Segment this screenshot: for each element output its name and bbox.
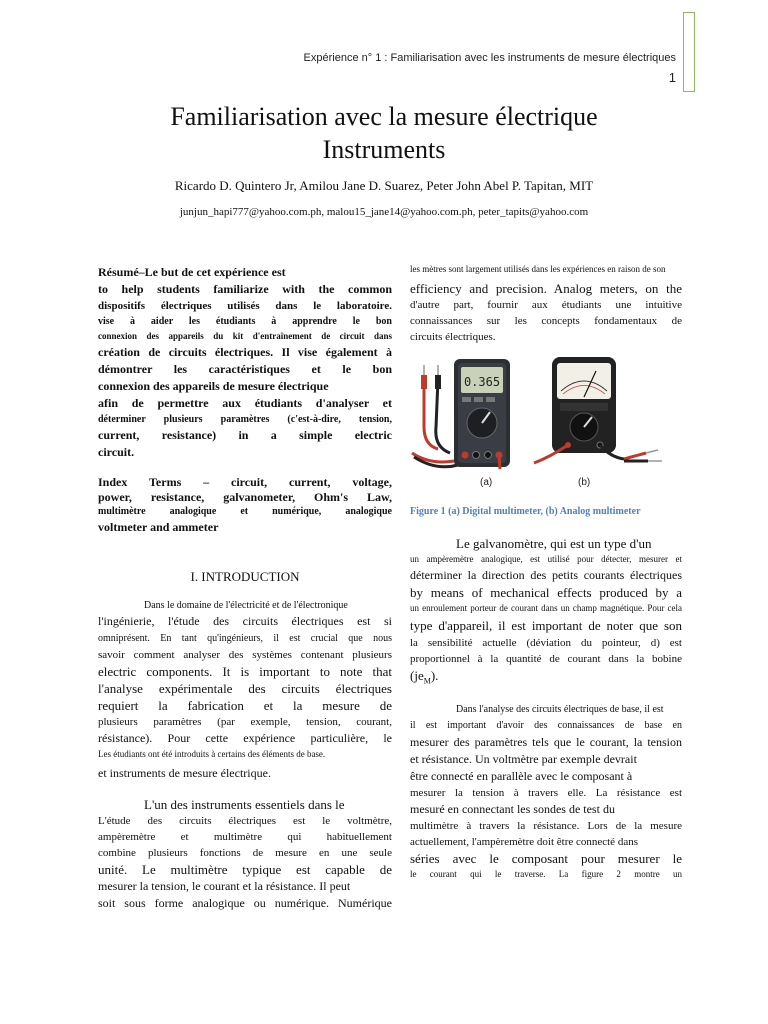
- paragraph-digital-meters: [410, 262, 682, 345]
- paragraph-line: by means of mechanical effects produced by a: [410, 585, 682, 600]
- abstract-line: to help students familiarize with the common: [98, 282, 392, 296]
- figure-label-a: (a): [480, 477, 493, 488]
- paragraph-line: la sensibilité actuelle (déviation du pointeur, d) est: [410, 637, 682, 649]
- analog-multimeter-icon: [552, 357, 616, 453]
- paragraph-line: electric components. It is important to note that: [98, 664, 392, 679]
- digital-probes: [412, 365, 458, 467]
- paragraph-line: mesuré en connectant les sondes de test du: [410, 801, 615, 816]
- title-line-2: Instruments: [322, 135, 446, 164]
- digital-display-reading: 0.365: [463, 375, 501, 389]
- header-accent-bar: [683, 12, 695, 92]
- abstract-line: création de circuits électriques. Il vise également à: [98, 345, 392, 359]
- index-terms: [98, 475, 392, 536]
- paragraph-line: unité. Le multimètre typique est capable de: [98, 862, 392, 877]
- paragraph-line: savoir comment analyser des systèmes contenant plusieurs: [98, 649, 392, 661]
- paragraph-line: résistance). Pour cette expérience particulière, le: [98, 731, 392, 745]
- index-terms-line: voltmeter and ammeter: [98, 520, 219, 534]
- abstract-line: dispositifs électriques utilisés dans le laboratoire.: [98, 300, 392, 312]
- section-heading-introduction: I. INTRODUCTION: [190, 569, 300, 584]
- paragraph-line: mesurer la tension, le courant et la résistance. Il peut: [98, 879, 351, 893]
- paragraph-line: circuits électriques.: [410, 331, 496, 343]
- paragraph-line: omniprésent. En tant qu'ingénieurs, il est crucial que nous: [98, 633, 392, 644]
- abstract: [98, 264, 392, 461]
- paragraph-line: il est important d'avoir des connaissances de base en: [410, 719, 682, 731]
- paragraph-line: séries avec le composant pour mesurer le: [410, 850, 682, 866]
- author-list: Ricardo D. Quintero Jr, Amilou Jane D. Suarez, Peter John Abel P. Tapitan, MIT: [174, 178, 594, 193]
- paragraph-line: multimètre à travers la résistance. Lors de la mesure: [410, 819, 682, 832]
- index-terms-line: power, resistance, galvanometer, Ohm's Law,: [98, 490, 392, 504]
- index-terms-line: multimètre analogique et numérique, analogique: [98, 506, 392, 517]
- abstract-line: démontrer les caractéristiques et le bon: [98, 362, 392, 376]
- abstract-line: déterminer plusieurs paramètres (c'est-à-dire, tension,: [98, 414, 392, 425]
- paragraph-line: Dans le domaine de l'électricité et de l'électronique: [144, 600, 348, 611]
- paragraph-line: connaissances sur les concepts fondamentaux de: [410, 315, 682, 327]
- paragraph-line: déterminer la direction des petits courants électriques: [410, 568, 682, 582]
- paragraph-line: type d'appareil, il est important de noter que son: [410, 618, 682, 633]
- paragraph-line: L'étude des circuits électriques est le voltmètre,: [98, 815, 392, 827]
- paragraph-line: et résistance. Un voltmètre par exemple devrait: [410, 751, 637, 766]
- paragraph-line: mesurer des paramètres tels que le courant, la tension: [410, 734, 682, 749]
- intro-paragraph-1: [98, 598, 392, 782]
- paragraph-galvanometer: [410, 535, 682, 690]
- paragraph-line: d'autre part, fournir aux étudiants une intuitive: [410, 299, 682, 311]
- paragraph-line: L'un des instruments essentiels dans le: [144, 797, 345, 812]
- paragraph-line: Le galvanomètre, qui est un type d'un: [456, 536, 652, 551]
- running-header: Expérience n° 1 : Familiarisation avec les instruments de mesure électriques: [303, 52, 676, 64]
- paragraph-line: plusieurs paramètres (par exemple, tension, courant,: [98, 716, 392, 728]
- paper-title: [0, 100, 768, 166]
- paragraph-line: un enroulement porteur de courant dans un champ magnétique. Pour cela: [410, 603, 682, 613]
- paragraph-line: et instruments de mesure électrique.: [98, 766, 271, 780]
- paragraph-line: requiert la fabrication et la mesure de: [98, 698, 392, 713]
- paragraph-line-current-symbol: [410, 667, 682, 690]
- paragraph-line: mesurer la tension à travers elle. La résistance est: [410, 786, 682, 799]
- paragraph-circuit-analysis: [410, 702, 682, 882]
- current-symbol-prefix: (je: [410, 668, 424, 683]
- paragraph-line: un ampèremètre analogique, est utilisé pour détecter, mesurer et: [410, 554, 682, 564]
- current-symbol-suffix: ).: [430, 668, 439, 683]
- left-column: [98, 264, 392, 912]
- abstract-line: circuit.: [98, 445, 135, 459]
- introduction-section: [98, 568, 392, 912]
- current-symbol-subscript: M: [423, 676, 431, 686]
- author-emails: junjun_hapi777@yahoo.com.ph, malou15_jane14@yahoo.com.ph, peter_tapits@yahoo.com: [179, 206, 589, 218]
- figure-label-b: (b): [578, 477, 591, 488]
- paragraph-line: proportionnel à la quantité de courant dans la bobine: [410, 653, 682, 665]
- paragraph-line: les mètres sont largement utilisés dans les expériences en raison de son: [410, 264, 666, 274]
- paragraph-line: l'ingénierie, l'étude des circuits électriques est si: [98, 614, 392, 628]
- intro-paragraph-2: [98, 796, 392, 912]
- paragraph-line: le courant qui le traverse. La figure 2 montre un: [410, 868, 682, 879]
- title-line-1: Familiarisation avec la mesure électrique: [170, 102, 598, 131]
- paragraph-line: soit sous forme analogique ou numérique. Numérique: [98, 896, 392, 910]
- page-number: 1: [668, 70, 676, 85]
- figure-1: [410, 357, 682, 497]
- paragraph-line: combine plusieurs fonctions de mesure en une seule: [98, 847, 392, 859]
- abstract-line: current, resistance) in a simple electric: [98, 428, 392, 442]
- abstract-line: connexion des appareils de mesure électrique: [98, 379, 329, 393]
- paragraph-line: efficiency and precision. Analog meters, on the: [410, 281, 682, 296]
- paragraph-line: être connecté en parallèle avec le composant à: [410, 768, 633, 783]
- paragraph-line: actuellement, l'ampèremètre doit être connecté dans: [410, 835, 638, 848]
- paragraph-line: ampèremètre et multimètre qui habituellement: [98, 831, 392, 843]
- right-column: [410, 262, 682, 882]
- figure-1-caption: Figure 1 (a) Digital multimeter, (b) Analog multimeter: [410, 506, 641, 517]
- abstract-line: Résumé–Le but de cet expérience est: [98, 265, 286, 279]
- paragraph-line: Les étudiants ont été introduits à certains des éléments de base.: [98, 749, 326, 759]
- abstract-line: afin de permettre aux étudiants d'analyser et: [98, 396, 392, 410]
- multimeter-photos: [410, 357, 682, 475]
- abstract-line: connexion des appareils du kit d'entraînement de circuit dans: [98, 331, 392, 341]
- paragraph-line: Dans l'analyse des circuits électriques de base, il est: [456, 703, 664, 715]
- paragraph-line: l'analyse expérimentale des circuits électriques: [98, 681, 392, 696]
- digital-multimeter-icon: [454, 359, 510, 469]
- abstract-line: vise à aider les étudiants à apprendre le bon: [98, 316, 392, 327]
- index-terms-line: Index Terms – circuit, current, voltage,: [98, 475, 392, 489]
